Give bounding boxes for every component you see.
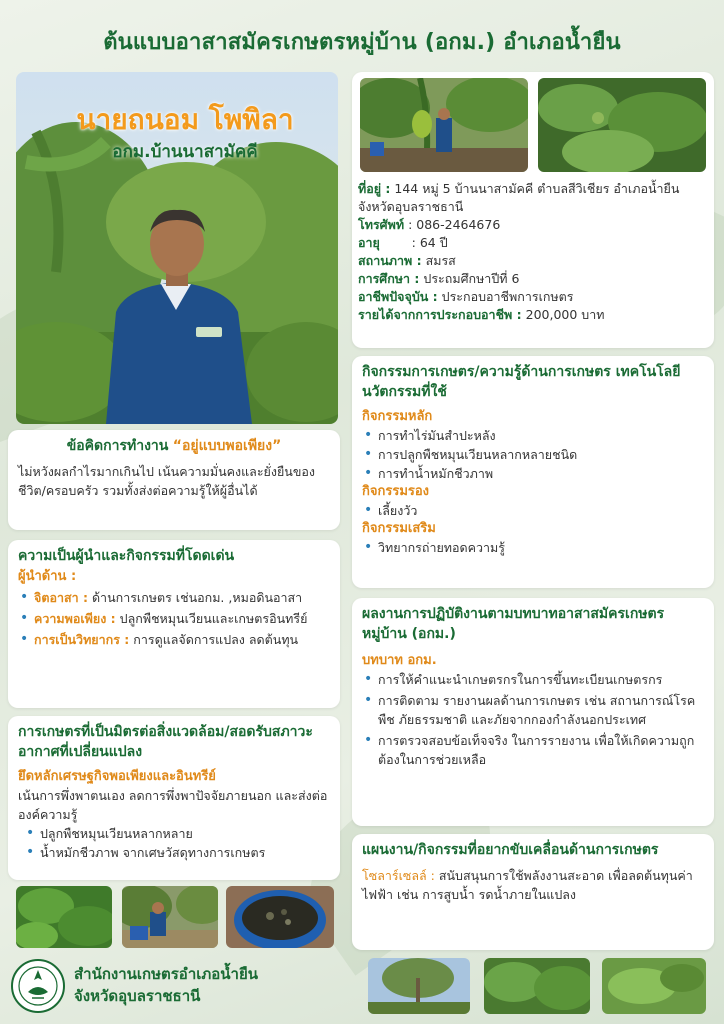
garden-photo bbox=[484, 958, 590, 1014]
working-idea-card bbox=[8, 430, 340, 530]
status-row: สถานภาพ : สมรส bbox=[358, 253, 456, 268]
crop-leaves-photo bbox=[538, 78, 706, 172]
age-row: อายุ : 64 ปี bbox=[358, 235, 448, 250]
activities-card bbox=[352, 356, 714, 588]
occupation-row: อาชีพปัจจุบัน : ประกอบอาชีพการเกษตร bbox=[358, 289, 574, 304]
farmer-photo bbox=[122, 886, 218, 948]
list-item: • จิตอาสา : ด้านการเกษตร เช่นอกม. ,หมอดินอาสา bbox=[18, 588, 330, 607]
working-idea-quote: “อยู่แบบพอเพียง” bbox=[172, 438, 282, 454]
role-label: บทบาท อกม. bbox=[362, 653, 437, 668]
eco-agriculture-card bbox=[8, 716, 340, 880]
profile-position: อกม.บ้านนาสามัคคี bbox=[112, 142, 258, 162]
banana-farm-photo bbox=[360, 78, 528, 172]
list-item: • การทำไร่มันสำปะหลัง bbox=[362, 426, 704, 445]
extra-activities-list bbox=[362, 538, 704, 557]
leadership-title: ความเป็นผู้นำและกิจกรรมที่โดดเด่น bbox=[18, 548, 235, 564]
secondary-activities-label: กิจกรรมรอง bbox=[362, 484, 430, 499]
secondary-activities-list bbox=[362, 501, 704, 520]
eco-title: การเกษตรที่เป็นมิตรต่อสิ่งแวดล้อม/สอดรับสภาวะอากาศที่เปลี่ยนแปลง bbox=[18, 724, 313, 760]
agriculture-seal-icon bbox=[10, 958, 66, 1014]
extra-activities-label: กิจกรรมเสริม bbox=[362, 521, 436, 536]
eco-subtitle: ยึดหลักเศรษฐกิจพอเพียงและอินทรีย์ bbox=[18, 769, 216, 784]
plant-photo bbox=[602, 958, 706, 1014]
tree-photo bbox=[368, 958, 470, 1014]
list-item: • การทำน้ำหมักชีวภาพ bbox=[362, 464, 704, 483]
address-row: ที่อยู่ : 144 หมู่ 5 บ้านนาสามัคคี ตำบลสีวิเชียร อำเภอน้ำยืน จังหวัดอุบลราชธานี bbox=[358, 181, 680, 214]
footer-org-line2: จังหวัดอุบลราชธานี bbox=[74, 987, 201, 1005]
working-idea-title: ข้อคิดการทำงาน bbox=[66, 438, 169, 454]
phone-row: โทรศัพท์ : 086-2464676 bbox=[358, 217, 501, 232]
performance-title: ผลงานการปฏิบัติงานตามบทบาทอาสาสมัครเกษตรหมู่บ้าน (อกม.) bbox=[362, 606, 665, 642]
income-row: รายได้จากการประกอบอาชีพ : 200,000 บาท bbox=[358, 307, 605, 322]
leadership-subtitle: ผู้นำด้าน : bbox=[18, 569, 77, 584]
list-item: • วิทยากรถ่ายทอดความรู้ bbox=[362, 538, 704, 557]
list-item: • การเป็นวิทยากร : การดูแลจัดการแปลง ลดต้นทุน bbox=[18, 630, 330, 649]
field-photo bbox=[16, 886, 112, 948]
bio-fertilizer-tank-photo bbox=[226, 886, 334, 948]
activities-title: กิจกรรมการเกษตร/ความรู้ด้านการเกษตร เทคโนโลยี นวัตกรรมที่ใช้ bbox=[362, 364, 681, 400]
eco-text: เน้นการพึ่งพาตนเอง ลดการพึ่งพาปัจจัยภายนอก และส่งต่อองค์ความรู้ bbox=[18, 788, 328, 822]
list-item: • การให้คำแนะนำเกษตรกรในการขึ้นทะเบียนเกษตรกร bbox=[362, 670, 704, 689]
list-item: • การตรวจสอบข้อเท็จจริง ในการรายงาน เพื่อให้เกิดความถูกต้องในการช่วยเหลือ bbox=[362, 731, 704, 769]
working-idea-text: ไม่หวังผลกำไรมากเกินไป เน้นความมั่นคงและยั่งยืนของชีวิต/ครอบครัว รวมทั้งส่งต่อความรู้ให้ผู้อื่นได้ bbox=[18, 464, 316, 498]
personal-info-card bbox=[352, 72, 714, 348]
leadership-list bbox=[18, 588, 330, 649]
list-item: • ความพอเพียง : ปลูกพืชหมุนเวียนและเกษตรอินทรีย์ bbox=[18, 609, 330, 628]
page-title: ต้นแบบอาสาสมัครเกษตรหมู่บ้าน (อกม.) อำเภอน้ำยืน bbox=[103, 30, 621, 55]
education-row: การศึกษา : ประถมศึกษาปีที่ 6 bbox=[358, 271, 520, 286]
eco-list bbox=[24, 824, 330, 862]
main-activities-list bbox=[362, 426, 704, 483]
performance-card bbox=[352, 598, 714, 826]
profile-name: นายถนอม โพพิลา bbox=[76, 103, 294, 136]
leadership-card bbox=[8, 540, 340, 708]
list-item: • น้ำหมักชีวภาพ จากเศษวัสดุทางการเกษตร bbox=[24, 843, 330, 862]
plan-text: โซลาร์เซลล์ : สนับสนุนการใช้พลังงานสะอาด เพื่อลดต้นทุนค่าไฟฟ้า เช่น การสูบน้ำ รดน้ำภายในแปลง bbox=[362, 868, 693, 902]
plan-card bbox=[352, 834, 714, 950]
main-activities-label: กิจกรรมหลัก bbox=[362, 409, 433, 424]
list-item: • การปลูกพืชหมุนเวียนหลากหลายชนิด bbox=[362, 445, 704, 464]
list-item: • ปลูกพืชหมุนเวียนหลากหลาย bbox=[24, 824, 330, 843]
list-item: • การติดตาม รายงานผลด้านการเกษตร เช่น สถานการณ์โรคพืช ภัยธรรมชาติ และภัยจากกองกำลังนอกประเทศ bbox=[362, 691, 704, 729]
plan-title: แผนงาน/กิจกรรมที่อยากขับเคลื่อนด้านการเกษตร bbox=[362, 842, 659, 858]
footer-org-line1: สำนักงานเกษตรอำเภอน้ำยืน bbox=[74, 965, 258, 983]
performance-list bbox=[362, 670, 704, 769]
list-item: • เลี้ยงวัว bbox=[362, 501, 704, 520]
